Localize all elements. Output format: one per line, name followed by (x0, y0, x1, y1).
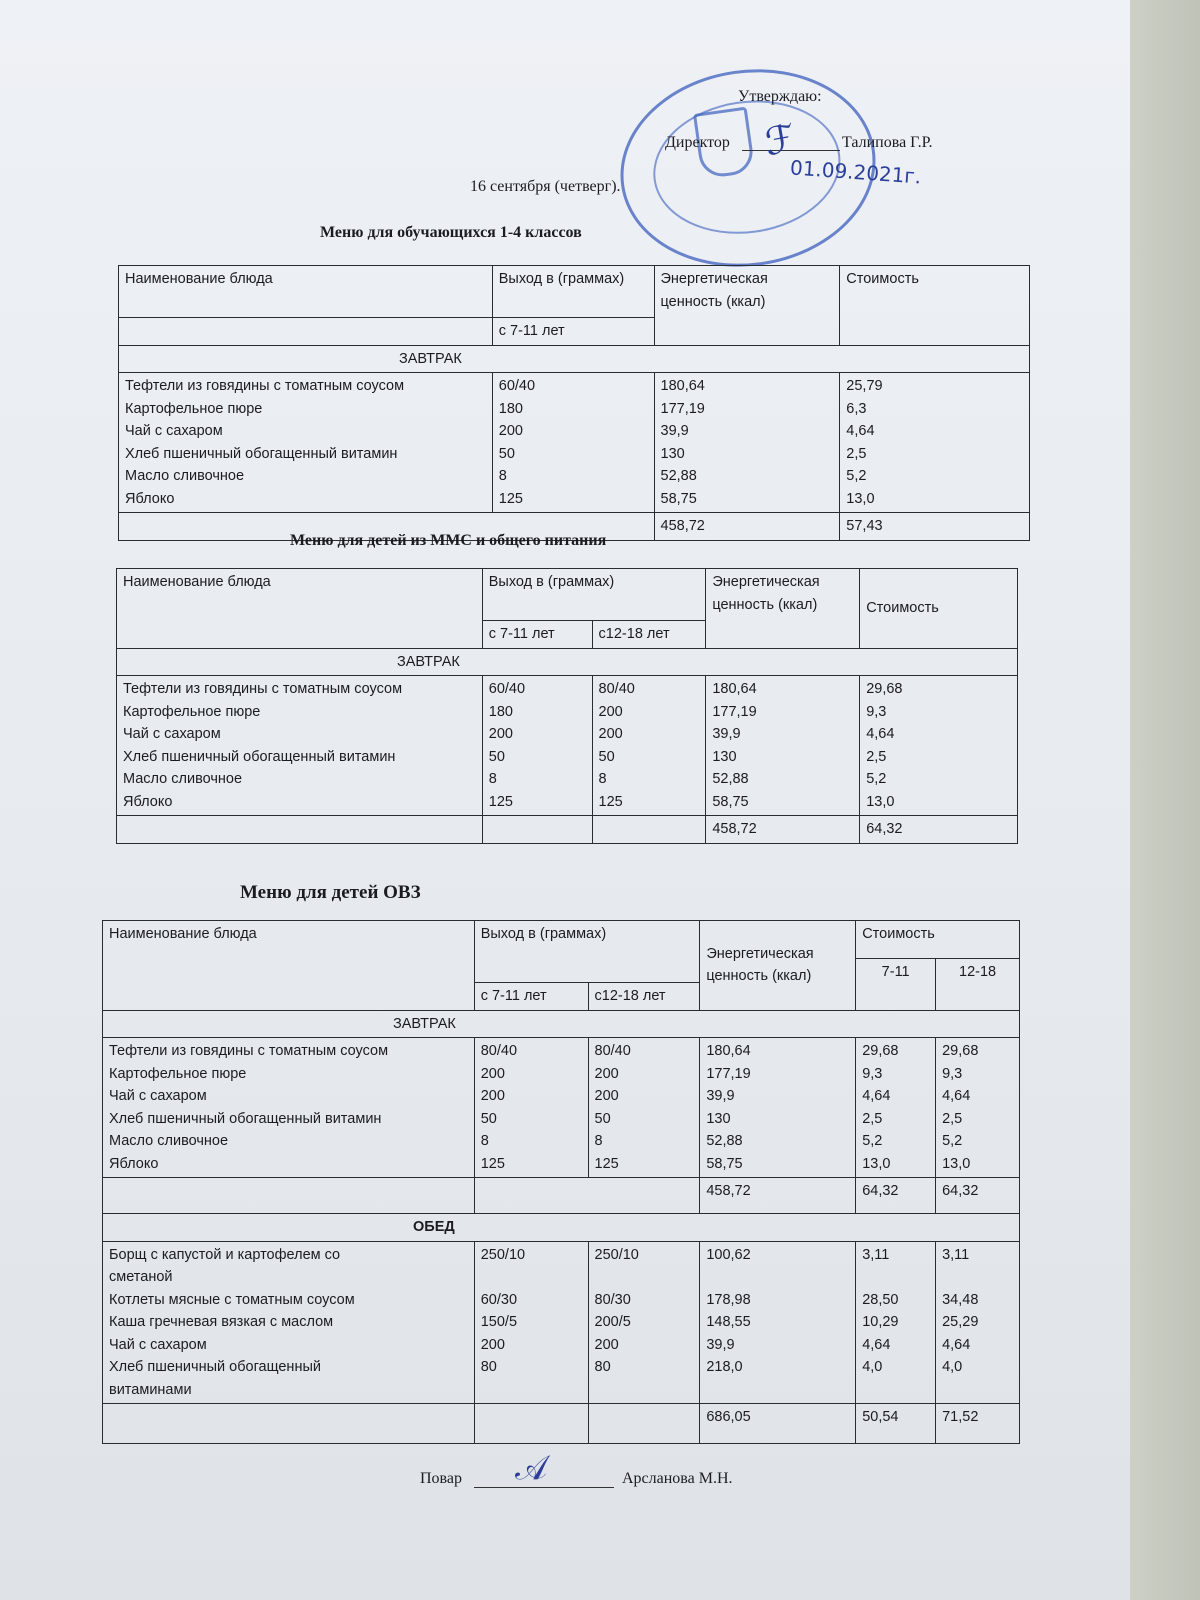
menu3-lunch-cost-12-18-1: 34,48 (942, 1291, 979, 1308)
menu3-lunch-energy-2: 148,55 (706, 1314, 751, 1330)
menu3-breakfast-yield-7-11-3: 50 (480, 1110, 497, 1127)
menu3-lunch-yield-7-11-1: 60/30 (480, 1291, 518, 1308)
menu3-breakfast-cost-12-18-3: 2,5 (942, 1110, 963, 1127)
menu3-lunch-cost-7-11-0: 3,11 (862, 1246, 890, 1263)
menu1-energies (654, 373, 840, 513)
menu2-yields-12-18 (592, 676, 706, 816)
menu1-yields (492, 373, 654, 513)
menu3-lunch-energy-1: 178,98 (706, 1291, 751, 1308)
menu2-name-2: Чай с сахаром (123, 726, 221, 742)
menu3-lunch-yield-12-18-4: 80 (594, 1359, 611, 1375)
menu3-breakfast-energy-1: 177,19 (706, 1065, 751, 1082)
menu2-yield-7-11-2: 200 (488, 726, 513, 742)
menu3-breakfast-total-cost-7-11: 64,32 (856, 1178, 936, 1214)
menu3-lunch-cost-7-11-2: 10,29 (862, 1314, 899, 1330)
menu3-section-lunch: ОБЕД (103, 1214, 1020, 1242)
menu2-cost-0: 29,68 (866, 681, 903, 697)
menu3-header-cost-7-11: 7-11 (856, 959, 936, 1011)
menu3-breakfast-cost-7-11-1: 9,3 (862, 1065, 883, 1082)
menu3-lunch-cost-12-18-0: 3,11 (942, 1246, 970, 1263)
menu2-total-cost: 64,32 (860, 816, 1018, 844)
menu3-breakfast-cost-12-18-5: 13,0 (942, 1155, 971, 1172)
menu3-header-age2: с12-18 лет (588, 983, 700, 1011)
menu3-lunch-energy-3: 39,9 (706, 1336, 735, 1353)
menu3-breakfast-yield-12-18-1: 200 (594, 1065, 619, 1082)
menu3-breakfast-yield-12-18-2: 200 (594, 1088, 619, 1104)
menu3-breakfast-yield-12-18-5: 125 (594, 1155, 619, 1172)
menu3-breakfast-yields-12-18 (588, 1038, 700, 1178)
menu3-lunch-cost-7-11-4: 4,0 (862, 1359, 883, 1375)
menu3-breakfast-yield-7-11-5: 125 (480, 1155, 505, 1172)
menu3-breakfast-total-cost-12-18: 64,32 (936, 1178, 1020, 1214)
menu3-breakfast-costs-12-18 (936, 1038, 1020, 1178)
menu3-lunch-name-1: Котлеты мясные с томатным соусом (109, 1291, 355, 1308)
menu1-header-energy: Энергетическая ценность (ккал) (654, 266, 840, 346)
menu1-costs (840, 373, 1030, 513)
menu2-total-energy: 458,72 (706, 816, 860, 844)
menu1-section: ЗАВТРАК (119, 345, 1030, 373)
menu2-header-age2: с12-18 лет (592, 621, 706, 649)
menu2-cost-1: 9,3 (866, 703, 887, 720)
menu2-title: Меню для детей из ММС и общего питания (290, 532, 607, 549)
menu3-breakfast-yield-7-11-2: 200 (480, 1088, 505, 1104)
menu2-yield-12-18-5: 125 (598, 793, 623, 810)
menu3-breakfast-energy-2: 39,9 (706, 1088, 735, 1104)
menu3-breakfast-names (103, 1038, 475, 1178)
menu2-energy-0: 180,64 (712, 681, 757, 697)
menu3-lunch-yield-12-18-1: 80/30 (594, 1291, 631, 1308)
menu3-lunch-yield-7-11-4-cont (481, 1379, 582, 1402)
menu3-breakfast-cost-12-18-2: 4,64 (942, 1088, 971, 1104)
menu2-yield-7-11-3: 50 (488, 748, 505, 765)
menu3-lunch-name-4: Хлеб пшеничный обогащенный (109, 1359, 321, 1375)
menu1-total-energy: 458,72 (654, 513, 840, 541)
menu2-header-yield: Выход в (граммах) (482, 569, 706, 621)
menu2-name-1: Картофельное пюре (123, 703, 261, 720)
menu3-lunch-energies (700, 1241, 856, 1404)
menu3-lunch-yield-7-11-0: 250/10 (480, 1246, 526, 1263)
menu3-lunch-name-4-cont: витаминами (109, 1381, 192, 1398)
menu3-breakfast-yield-7-11-0: 80/40 (480, 1043, 518, 1059)
menu3-lunch-costs-12-18 (936, 1241, 1020, 1404)
menu3-breakfast-yield-12-18-0: 80/40 (594, 1043, 631, 1059)
menu3-lunch-yields-7-11 (474, 1241, 588, 1404)
menu2-yield-12-18-0: 80/40 (598, 681, 635, 697)
menu2-yield-12-18-3: 50 (598, 748, 615, 765)
menu1-title: Меню для обучающихся 1-4 классов (320, 224, 582, 241)
menu3-breakfast-name-1: Картофельное пюре (109, 1065, 247, 1082)
menu1-name-1: Картофельное пюре (125, 400, 263, 417)
menu3-header-energy: Энергетическая ценность (ккал) (700, 921, 856, 1011)
menu3-breakfast-yield-12-18-3: 50 (594, 1110, 611, 1127)
menu3-breakfast-name-5: Яблоко (109, 1155, 159, 1172)
menu1-yield-0: 60/40 (498, 378, 536, 394)
menu3-lunch-total-energy: 686,05 (700, 1404, 856, 1444)
menu2-cost-2: 4,64 (866, 726, 895, 742)
menu3-lunch-yield-12-18-2: 200/5 (594, 1314, 631, 1330)
menu3-lunch-yield-12-18-0-cont (595, 1266, 694, 1289)
menu2-energy-3: 130 (712, 748, 737, 765)
menu3-lunch-cost-12-18-3: 4,64 (942, 1336, 971, 1353)
menu3-breakfast-yield-12-18-4: 8 (594, 1133, 603, 1149)
menu3-header-cost-12-18: 12-18 (936, 959, 1020, 1011)
menu3-lunch-cost-7-11-0-cont (862, 1266, 929, 1289)
menu2-energies (706, 676, 860, 816)
menu3-lunch-energy-0: 100,62 (706, 1246, 751, 1263)
menu1-yield-2: 200 (498, 423, 523, 439)
menu3-lunch-name-2: Каша гречневая вязкая с маслом (109, 1314, 334, 1330)
menu1-header-age: с 7-11 лет (492, 318, 654, 346)
menu3-lunch-energy-4-cont (706, 1379, 849, 1402)
menu2-name-3: Хлеб пшеничный обогащенный витамин (123, 748, 396, 765)
menu2-name-5: Яблоко (123, 793, 173, 810)
menu3-lunch-yield-7-11-4: 80 (480, 1359, 497, 1375)
cook-name: Арсланова М.Н. (622, 1470, 733, 1487)
menu3-breakfast-yield-7-11-4: 8 (480, 1133, 489, 1149)
menu3-breakfast-costs-7-11 (856, 1038, 936, 1178)
menu3-lunch-cost-12-18-4-cont (942, 1379, 1013, 1402)
menu3-lunch-name-0: Борщ с капустой и картофелем со (109, 1246, 341, 1263)
menu2-costs (860, 676, 1018, 816)
menu3-title: Меню для детей ОВЗ (240, 882, 421, 903)
menu1-energy-0: 180,64 (660, 378, 705, 394)
menu1-cost-2: 4,64 (846, 423, 875, 439)
menu1-name-2: Чай с сахаром (125, 423, 223, 439)
menu3-lunch-names (103, 1241, 475, 1404)
menu3-lunch-energy-4: 218,0 (706, 1359, 743, 1375)
menu2-energy-1: 177,19 (712, 703, 757, 720)
menu2-energy-4: 52,88 (712, 771, 749, 787)
menu2-cost-5: 13,0 (866, 793, 895, 810)
menu2-yield-7-11-5: 125 (488, 793, 513, 810)
menu2-names (117, 676, 483, 816)
menu3-lunch-yield-7-11-2: 150/5 (480, 1314, 518, 1330)
menu3-breakfast-cost-7-11-0: 29,68 (862, 1043, 899, 1059)
menu2-energy-2: 39,9 (712, 726, 741, 742)
approve-date: 01.09.2021г. (789, 155, 923, 189)
menu3-breakfast-cost-7-11-5: 13,0 (862, 1155, 891, 1172)
menu3-section-breakfast: ЗАВТРАК (103, 1010, 1020, 1038)
menu1-yield-5: 125 (498, 490, 523, 507)
menu2-cost-3: 2,5 (866, 748, 887, 765)
menu3-breakfast-name-0: Тефтели из говядины с томатным соусом (109, 1043, 389, 1059)
menu2-section: ЗАВТРАК (117, 648, 1018, 676)
menu3-header-yield: Выход в (граммах) (474, 921, 700, 983)
menu1-yield-1: 180 (498, 400, 523, 417)
menu2-yield-12-18-4: 8 (598, 771, 607, 787)
menu3-breakfast-energy-4: 52,88 (706, 1133, 743, 1149)
menu3-breakfast-name-4: Масло сливочное (109, 1133, 229, 1149)
menu2-yield-7-11-0: 60/40 (488, 681, 526, 697)
menu1-name-4: Масло сливочное (125, 468, 245, 484)
menu3-lunch-yield-12-18-3: 200 (594, 1336, 619, 1353)
menu3-breakfast-energy-3: 130 (706, 1110, 731, 1127)
menu3-header-cost: Стоимость (856, 921, 1020, 959)
menu3-breakfast-energy-0: 180,64 (706, 1043, 751, 1059)
menu2-name-4: Масло сливочное (123, 771, 243, 787)
director-name: Талипова Г.Р. (842, 134, 933, 151)
menu3-breakfast-name-3: Хлеб пшеничный обогащенный витамин (109, 1110, 382, 1127)
background-wall (1120, 0, 1200, 1600)
menu3-breakfast-yields-7-11 (474, 1038, 588, 1178)
menu3-lunch-yield-7-11-3: 200 (480, 1336, 505, 1353)
menu3-table (102, 920, 1020, 1444)
menu1-yield-3: 50 (498, 445, 515, 462)
menu3-breakfast-cost-7-11-2: 4,64 (862, 1088, 891, 1104)
menu3-lunch-name-0-cont: сметаной (109, 1269, 173, 1285)
menu3-breakfast-energy-5: 58,75 (706, 1155, 743, 1172)
menu3-breakfast-yield-7-11-1: 200 (480, 1065, 505, 1082)
menu2-yield-12-18-2: 200 (598, 726, 623, 742)
menu3-lunch-total-cost-7-11: 50,54 (856, 1404, 936, 1444)
approve-label: Утверждаю: (738, 88, 822, 105)
menu3-lunch-cost-7-11-1: 28,50 (862, 1291, 899, 1308)
menu3-lunch-name-3: Чай с сахаром (109, 1336, 207, 1353)
menu1-table (118, 265, 1030, 541)
menu1-cost-0: 25,79 (846, 378, 883, 394)
menu3-breakfast-cost-7-11-3: 2,5 (862, 1110, 883, 1127)
menu3-lunch-energy-0-cont (706, 1266, 849, 1289)
menu3-lunch-cost-7-11-3: 4,64 (862, 1336, 891, 1353)
director-signature: ℱ (761, 115, 799, 165)
menu1-name-5: Яблоко (125, 490, 175, 507)
menu2-cost-4: 5,2 (866, 771, 887, 787)
menu1-name-0: Тефтели из говядины с томатным соусом (125, 378, 405, 394)
menu1-energy-5: 58,75 (660, 490, 697, 507)
menu2-yield-12-18-1: 200 (598, 703, 623, 720)
menu3-lunch-yield-7-11-0-cont (481, 1266, 582, 1289)
menu-day: 16 сентября (четверг). (470, 178, 621, 195)
menu2-table (116, 568, 1018, 844)
menu2-yield-7-11-1: 180 (488, 703, 513, 720)
menu2-name-0: Тефтели из говядины с томатным соусом (123, 681, 403, 697)
menu3-breakfast-total-energy: 458,72 (700, 1178, 856, 1214)
menu2-header-name: Наименование блюда (117, 569, 483, 649)
menu3-lunch-yield-12-18-0: 250/10 (594, 1246, 639, 1263)
menu1-energy-3: 130 (660, 445, 685, 462)
menu1-energy-2: 39,9 (660, 423, 689, 439)
menu1-names (119, 373, 493, 513)
cook-label: Повар (420, 1470, 462, 1487)
menu1-name-3: Хлеб пшеничный обогащенный витамин (125, 445, 398, 462)
menu2-header-cost: Стоимость (860, 569, 1018, 649)
menu1-header-yield: Выход в (граммах) (492, 266, 654, 318)
cook-signature: 𝒜 (515, 1448, 548, 1488)
menu1-header-cost: Стоимость (840, 266, 1030, 346)
menu1-total-cost: 57,43 (840, 513, 1030, 541)
menu2-yield-7-11-4: 8 (488, 771, 497, 787)
menu3-lunch-cost-12-18-2: 25,29 (942, 1314, 979, 1330)
menu1-energy-1: 177,19 (660, 400, 705, 417)
menu3-breakfast-cost-12-18-4: 5,2 (942, 1133, 963, 1149)
menu2-header-age1: с 7-11 лет (482, 621, 592, 649)
menu3-header-name: Наименование блюда (103, 921, 475, 1011)
menu3-lunch-costs-7-11 (856, 1241, 936, 1404)
menu2-header-energy: Энергетическая ценность (ккал) (706, 569, 860, 649)
menu3-lunch-cost-12-18-0-cont (942, 1266, 1013, 1289)
menu3-lunch-total-cost-12-18: 71,52 (936, 1404, 1020, 1444)
menu1-cost-3: 2,5 (846, 445, 867, 462)
menu3-header-age1: с 7-11 лет (474, 983, 588, 1011)
menu3-breakfast-name-2: Чай с сахаром (109, 1088, 207, 1104)
menu3-lunch-cost-12-18-4: 4,0 (942, 1359, 963, 1375)
menu1-cost-5: 13,0 (846, 490, 875, 507)
menu1-yield-4: 8 (498, 468, 507, 484)
menu1-header-name: Наименование блюда (119, 266, 493, 318)
menu1-cost-4: 5,2 (846, 468, 867, 484)
menu3-lunch-yield-12-18-4-cont (595, 1379, 694, 1402)
menu1-energy-4: 52,88 (660, 468, 697, 484)
menu3-breakfast-cost-7-11-4: 5,2 (862, 1133, 883, 1149)
menu2-yields-7-11 (482, 676, 592, 816)
menu1-cost-1: 6,3 (846, 400, 867, 417)
menu3-breakfast-cost-12-18-1: 9,3 (942, 1065, 963, 1082)
menu3-lunch-yields-12-18 (588, 1241, 700, 1404)
menu2-energy-5: 58,75 (712, 793, 749, 810)
director-label: Директор (665, 134, 730, 151)
menu3-lunch-cost-7-11-4-cont (862, 1379, 929, 1402)
menu3-breakfast-cost-12-18-0: 29,68 (942, 1043, 979, 1059)
menu3-breakfast-energies (700, 1038, 856, 1178)
